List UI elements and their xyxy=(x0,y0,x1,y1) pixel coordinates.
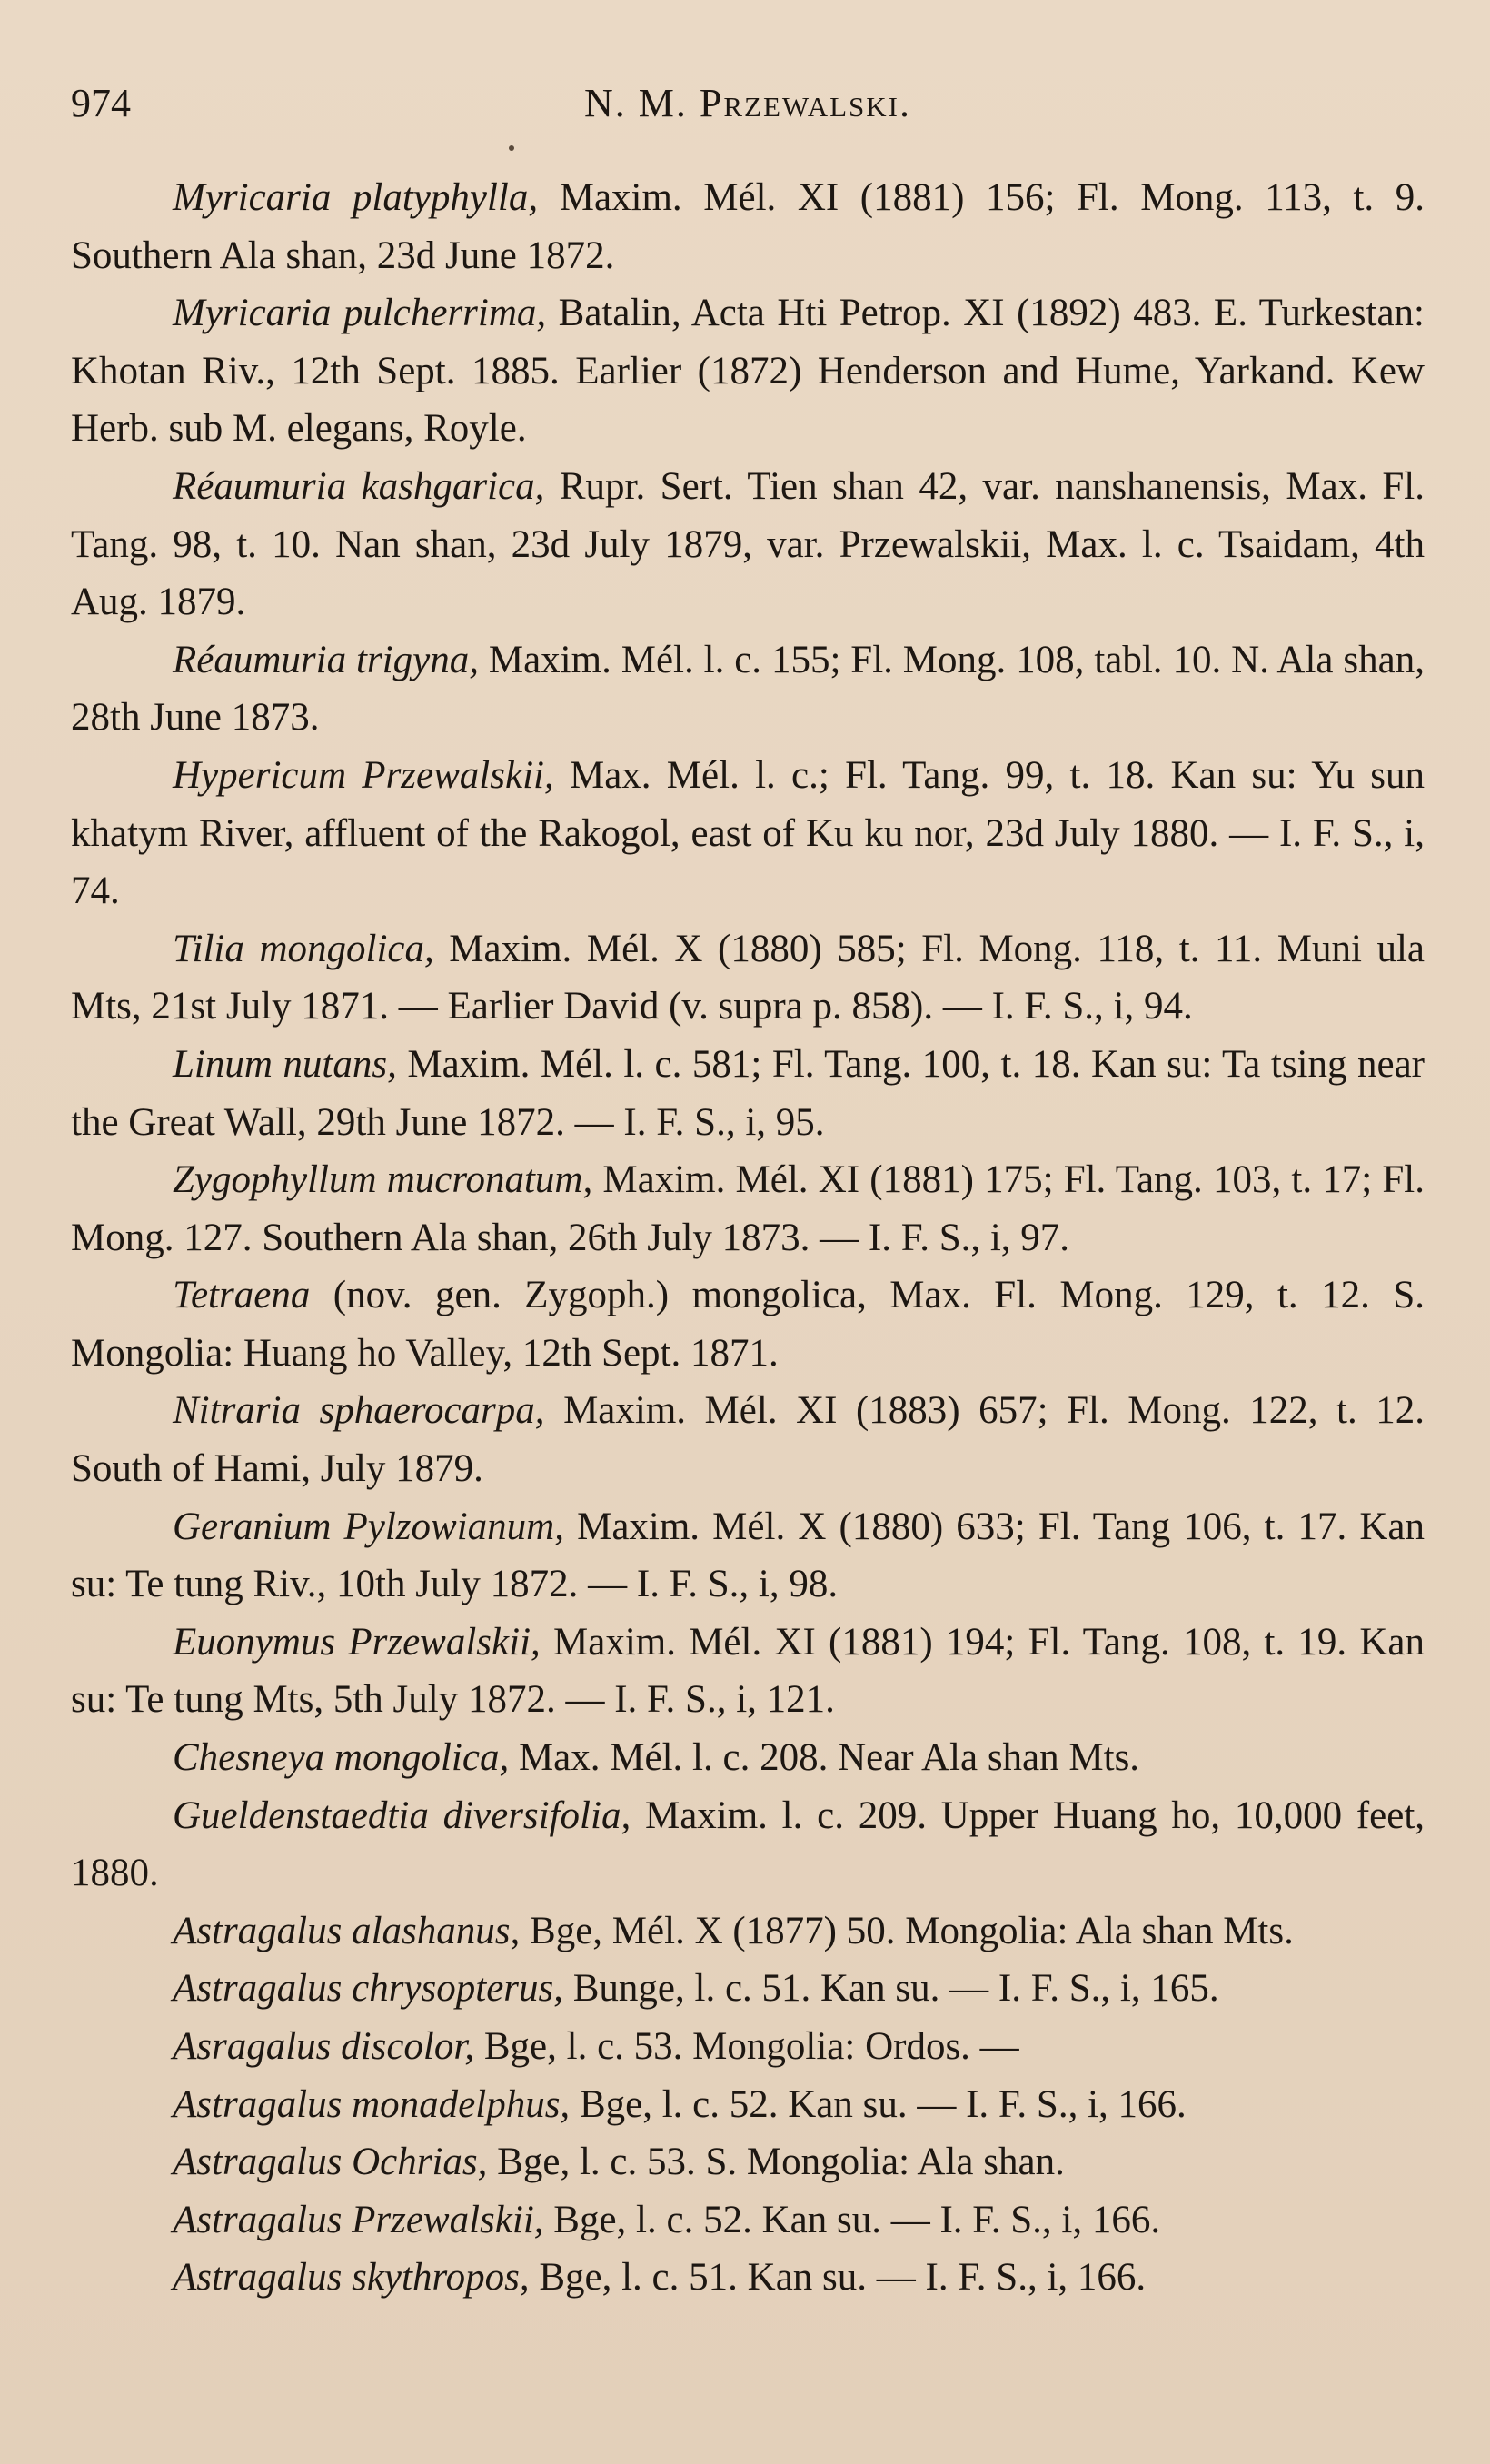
species-entry xyxy=(71,1787,1425,1903)
entry-text: Batalin, Acta Hti Petrop. XI (1892) 483. E. Turkestan: Khotan Riv., 12th Sept. 1885. Earlier (1872) Henderson and Hume, Yarkand. Kew Herb. sub M. elegans, Royle. xyxy=(71,292,1425,451)
species-name: Astragalus alashanus, xyxy=(173,1909,521,1952)
species-entry xyxy=(71,1614,1425,1729)
species-entry xyxy=(71,2018,1425,2076)
species-entry xyxy=(71,1498,1425,1614)
species-name: Réaumuria kashgarica, xyxy=(173,464,545,508)
species-name: Astragalus Przewalskii, xyxy=(173,2198,544,2241)
species-entry xyxy=(71,631,1425,747)
species-entry xyxy=(71,1036,1425,1151)
entry-text: Maxim. Mél. XI (1883) 657; Fl. Mong. 122, t. 12. South of Hami, July 1879. xyxy=(71,1389,1425,1491)
page-header xyxy=(71,80,1425,134)
entry-text: Maxim. Mél. l. c. 581; Fl. Tang. 100, t. 18. Kan su: Ta tsing near the Great Wall, 29th June 1872. — I. F. S., i, 95. xyxy=(71,1042,1425,1144)
species-name: Hypericum Przewalskii, xyxy=(173,753,554,797)
ink-speck xyxy=(509,145,514,151)
entry-text: Maxim. Mél. l. c. 155; Fl. Mong. 108, tabl. 10. N. Ala shan, 28th June 1873. xyxy=(71,638,1425,740)
species-entry xyxy=(71,1151,1425,1267)
species-name: Astragalus Ochrias, xyxy=(173,2141,488,2184)
entry-text: Maxim. Mél. XI (1881) 156; Fl. Mong. 113, t. 9. Southern Ala shan, 23d June 1872. xyxy=(71,176,1425,277)
species-entry xyxy=(71,284,1425,458)
species-name: Asragalus discolor, xyxy=(173,2025,475,2068)
species-name: Astragalus skythropos, xyxy=(173,2256,530,2300)
species-entry xyxy=(71,169,1425,284)
page-number: 974 xyxy=(71,81,131,125)
species-entry xyxy=(71,2191,1425,2250)
entry-text: Maxim. Mél. XI (1881) 175; Fl. Tang. 103, t. 17; Fl. Mong. 127. Southern Ala shan, 26th July 1873. — I. F. S., i, 97. xyxy=(71,1158,1425,1259)
entry-text: Maxim. Mél. XI (1881) 194; Fl. Tang. 108, t. 19. Kan su: Te tung Mts, 5th July 1872. — I. F. S., i, 121. xyxy=(71,1620,1425,1722)
species-name: Astragalus monadelphus, xyxy=(173,2082,571,2126)
species-entry xyxy=(71,2249,1425,2307)
species-entry xyxy=(71,458,1425,631)
entries-list xyxy=(71,169,1425,2307)
species-name: Zygophyllum mucronatum, xyxy=(173,1158,593,1202)
entry-text: Max. Mél. l. c.; Fl. Tang. 99, t. 18. Kan su: Yu sun khatym River, affluent of the Rakogol, east of Ku ku nor, 23d July 1880. — I. F. S., i, 74. xyxy=(71,753,1425,913)
entry-text: (nov. gen. Zygoph.) mongolica, Max. Fl. Mong. 129, t. 12. S. Mongolia: Huang ho Valley, 12th Sept. 1871. xyxy=(71,1274,1425,1375)
entry-text: Maxim. l. c. 209. Upper Huang ho, 10,000 feet, 1880. xyxy=(71,1793,1425,1895)
entry-text: Bge, Mél. X (1877) 50. Mongolia: Ala shan Mts. xyxy=(520,1909,1294,1952)
species-name: Gueldenstaedtia diversifolia, xyxy=(173,1793,631,1837)
species-entry xyxy=(71,1267,1425,1382)
species-name: Myricaria pulcherrima, xyxy=(173,292,547,335)
species-entry xyxy=(71,1960,1425,2018)
entry-text: Bge, l. c. 53. Mongolia: Ordos. — xyxy=(474,2025,1019,2068)
entry-text: Bunge, l. c. 51. Kan su. — I. F. S., i, 165. xyxy=(563,1967,1219,2011)
species-name: Geranium Pylzowianum, xyxy=(173,1505,564,1548)
entry-text: Maxim. Mél. X (1880) 633; Fl. Tang 106, t. 17. Kan su: Te tung Riv., 10th July 1872. — I. F. S., i, 98. xyxy=(71,1505,1425,1606)
species-entry xyxy=(71,2133,1425,2191)
entry-text: Maxim. Mél. X (1880) 585; Fl. Mong. 118, t. 11. Muni ula Mts, 21st July 1871. — Earlier David (v. supra p. 858). — I. F. S., i, 94. xyxy=(71,927,1425,1028)
entry-text: Rupr. Sert. Tien shan 42, var. nanshanensis, Max. Fl. Tang. 98, t. 10. Nan shan, 23d July 1879, var. Przewalskii, Max. l. c. Tsaidam, 4th Aug. 1879. xyxy=(71,464,1425,624)
running-title: N. M. Przewalski. xyxy=(583,81,911,125)
species-name: Myricaria platyphylla, xyxy=(173,176,539,219)
species-name: Linum nutans, xyxy=(173,1042,397,1086)
species-entry xyxy=(71,747,1425,920)
species-name: Chesneya mongolica, xyxy=(173,1736,510,1780)
species-entry xyxy=(71,1382,1425,1497)
entry-text: Bge, l. c. 52. Kan su. — I. F. S., i, 166. xyxy=(543,2198,1161,2241)
species-name: Tilia mongolica, xyxy=(173,927,434,970)
species-name: Nitraria sphaerocarpa, xyxy=(173,1389,545,1433)
species-entry xyxy=(71,2076,1425,2134)
species-name: Euonymus Przewalskii, xyxy=(173,1620,541,1664)
species-entry xyxy=(71,1729,1425,1787)
species-entry xyxy=(71,920,1425,1036)
species-name: Astragalus chrysopterus, xyxy=(173,1967,563,2011)
entry-text: Bge, l. c. 51. Kan su. — I. F. S., i, 166. xyxy=(529,2256,1147,2300)
entry-text: Bge, l. c. 52. Kan su. — I. F. S., i, 166. xyxy=(570,2082,1187,2126)
entry-text: Bge, l. c. 53. S. Mongolia: Ala shan. xyxy=(487,2141,1065,2184)
species-name: Réaumuria trigyna, xyxy=(173,638,479,681)
species-entry xyxy=(71,1903,1425,1961)
entry-text: Max. Mél. l. c. 208. Near Ala shan Mts. xyxy=(509,1736,1140,1780)
species-name: Tetraena xyxy=(173,1274,311,1317)
